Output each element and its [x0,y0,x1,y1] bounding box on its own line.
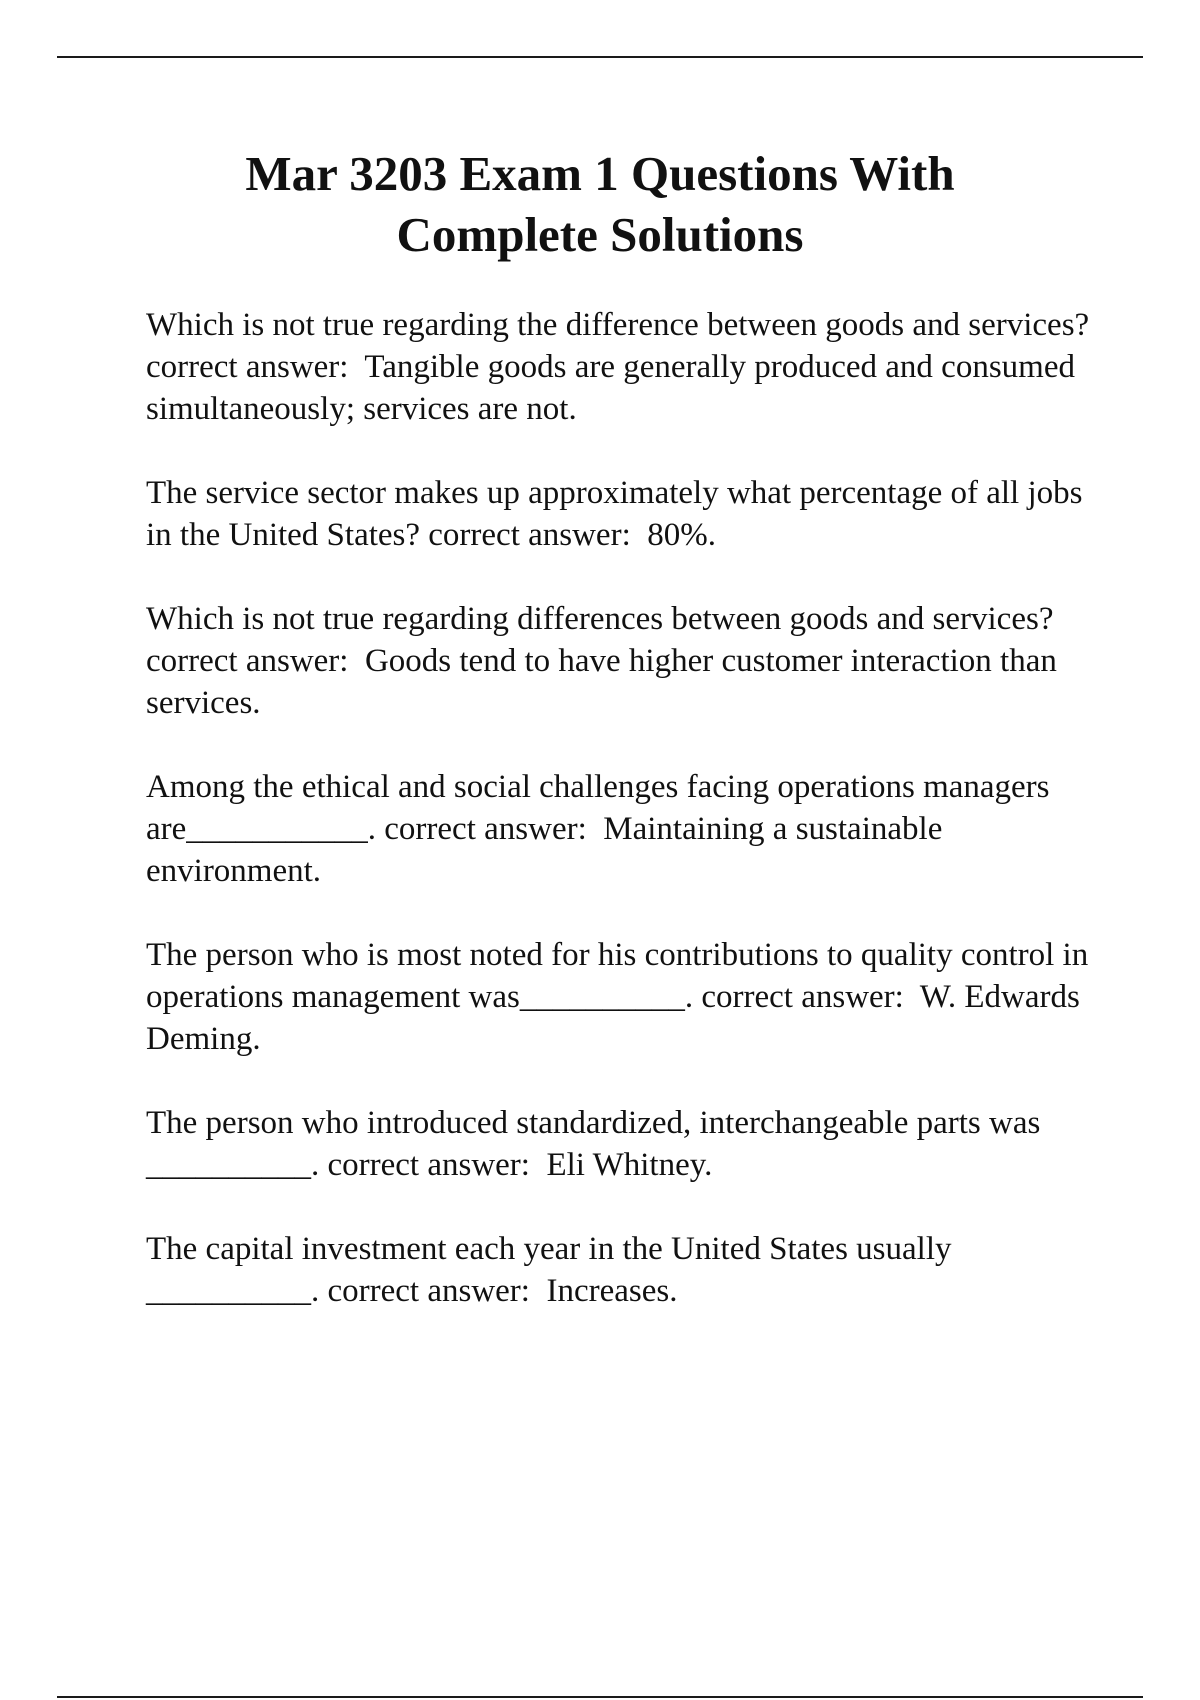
page-title [100,143,1100,265]
qa-item-6 [146,1102,1106,1186]
qa-text: Among the ethical and social challenges facing operations managers are___________. correct answer: Maintaining a sustainable environment. [146,769,1058,889]
question-answer-list [146,304,1106,1354]
qa-item-5 [146,934,1106,1060]
qa-text: The person who introduced standardized, interchangeable parts was __________. correct answer: Eli Whitney. [146,1105,1049,1183]
qa-text: The service sector makes up approximately what percentage of all jobs in the United States? correct answer: 80%. [146,475,1091,553]
qa-item-3 [146,598,1106,724]
qa-text: The capital investment each year in the United States usually __________. correct answer: Increases. [146,1231,960,1309]
qa-text: Which is not true regarding differences between goods and services? correct answer: Goods tend to have higher customer interaction than services. [146,601,1066,721]
qa-item-1 [146,304,1106,430]
title-line-2: Complete Solutions [396,207,804,262]
header-divider [57,56,1143,58]
qa-text: The person who is most noted for his contributions to quality control in operations management was__________. correct answer: W. Edwards Deming. [146,937,1097,1057]
qa-item-7 [146,1228,1106,1312]
qa-item-4 [146,766,1106,892]
qa-text: Which is not true regarding the difference between goods and services? correct answer: Tangible goods are generally produced and consumed simultaneously; services are not. [146,307,1098,427]
footer-divider [57,1696,1143,1698]
qa-item-2 [146,472,1106,556]
title-line-1: Mar 3203 Exam 1 Questions With [245,146,955,201]
